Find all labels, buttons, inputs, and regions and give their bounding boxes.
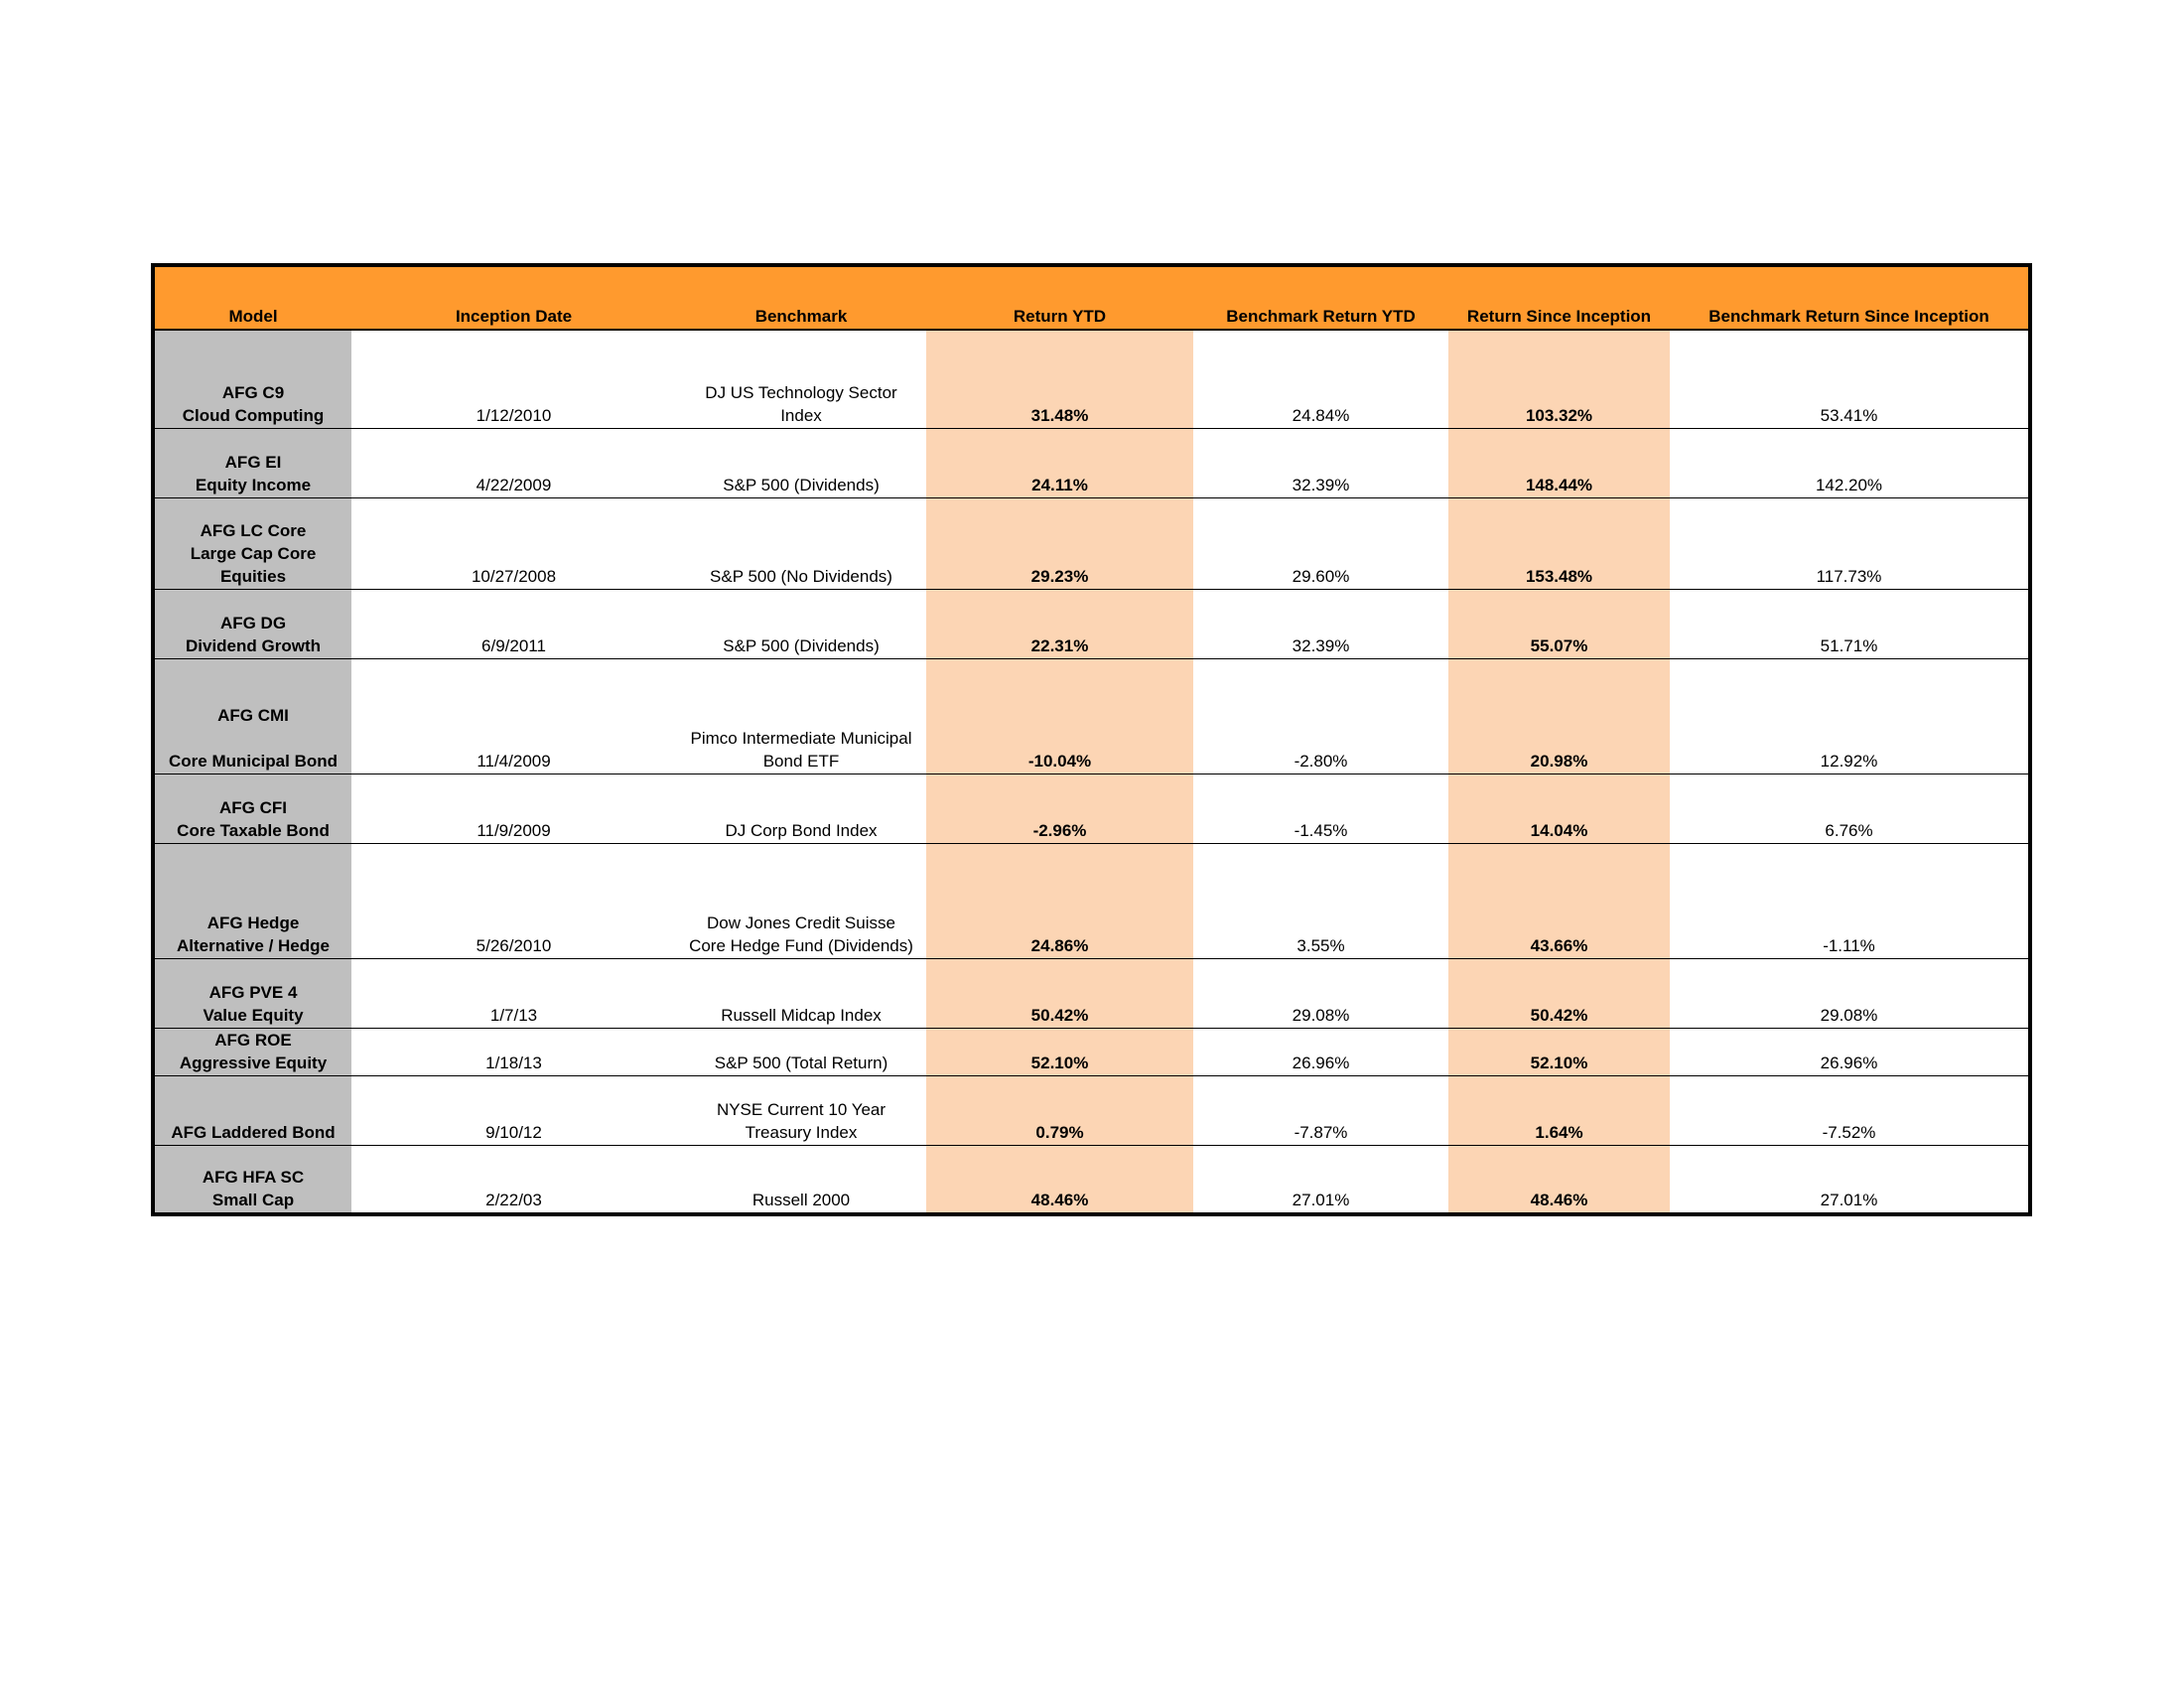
performance-table	[151, 263, 2032, 1216]
return-since-inception-cell: 14.04%	[1448, 774, 1670, 843]
return-ytd-cell: 48.46%	[926, 1145, 1193, 1214]
table-row	[153, 1145, 2030, 1214]
header-benchmark-return-ytd: Benchmark Return YTD	[1193, 265, 1448, 330]
model-cell-line: AFG Laddered Bond	[171, 1122, 336, 1142]
inception-date-cell: 4/22/2009	[351, 428, 676, 497]
model-cell-line: AFG Hedge	[206, 913, 300, 932]
model-cell-line: Dividend Growth	[186, 635, 321, 655]
inception-date-cell: 1/7/13	[351, 958, 676, 1028]
benchmark-return-since-inception-cell: -1.11%	[1670, 843, 2030, 958]
header-return-ytd: Return YTD	[926, 265, 1193, 330]
benchmark-return-since-inception-cell: 117.73%	[1670, 497, 2030, 589]
benchmark-cell	[676, 330, 926, 428]
return-since-inception-cell: 20.98%	[1448, 658, 1670, 774]
model-cell-line: Aggressive Equity	[179, 1053, 328, 1072]
header-benchmark-return-since-inception: Benchmark Return Since Inception	[1670, 265, 2030, 330]
return-since-inception-cell: 43.66%	[1448, 843, 1670, 958]
table-row	[153, 1075, 2030, 1145]
benchmark-cell-line: S&P 500 (No Dividends)	[710, 566, 892, 586]
model-cell-line: AFG EI	[224, 452, 282, 472]
table-row	[153, 330, 2030, 428]
benchmark-return-since-inception-cell: 53.41%	[1670, 330, 2030, 428]
model-cell	[153, 958, 351, 1028]
model-cell-line: Value Equity	[203, 1005, 304, 1025]
benchmark-cell	[676, 1028, 926, 1075]
model-cell	[153, 774, 351, 843]
model-cell-line: AFG HFA SC	[202, 1168, 305, 1187]
benchmark-cell-line: Pimco Intermediate Municipal	[690, 728, 912, 748]
model-cell-line: AFG PVE 4	[208, 982, 298, 1002]
benchmark-return-ytd-cell: 26.96%	[1193, 1028, 1448, 1075]
table-row	[153, 589, 2030, 658]
benchmark-cell-line: Index	[780, 405, 822, 425]
model-cell	[153, 1028, 351, 1075]
model-cell	[153, 330, 351, 428]
return-ytd-cell: 31.48%	[926, 330, 1193, 428]
benchmark-return-ytd-cell: 29.60%	[1193, 497, 1448, 589]
table-body	[153, 330, 2030, 1214]
benchmark-return-ytd-cell: 29.08%	[1193, 958, 1448, 1028]
inception-date-cell: 2/22/03	[351, 1145, 676, 1214]
benchmark-return-ytd-cell: 32.39%	[1193, 589, 1448, 658]
return-since-inception-cell: 1.64%	[1448, 1075, 1670, 1145]
benchmark-cell	[676, 958, 926, 1028]
header-return-since-inception: Return Since Inception	[1448, 265, 1670, 330]
benchmark-return-ytd-cell: 32.39%	[1193, 428, 1448, 497]
model-cell	[153, 843, 351, 958]
model-cell-line: AFG ROE	[214, 1030, 292, 1050]
return-ytd-cell: 29.23%	[926, 497, 1193, 589]
benchmark-cell-line: DJ Corp Bond Index	[725, 820, 878, 840]
return-since-inception-cell: 48.46%	[1448, 1145, 1670, 1214]
return-ytd-cell: 24.11%	[926, 428, 1193, 497]
model-cell-line: AFG DG	[219, 613, 287, 633]
benchmark-return-since-inception-cell: 6.76%	[1670, 774, 2030, 843]
benchmark-cell	[676, 589, 926, 658]
benchmark-cell-line: S&P 500 (Dividends)	[723, 475, 880, 494]
table-row	[153, 1028, 2030, 1075]
benchmark-return-ytd-cell: 3.55%	[1193, 843, 1448, 958]
benchmark-return-since-inception-cell: 51.71%	[1670, 589, 2030, 658]
benchmark-cell-line: Treasury Index	[745, 1122, 858, 1142]
benchmark-return-since-inception-cell: 27.01%	[1670, 1145, 2030, 1214]
benchmark-cell-line: Russell Midcap Index	[721, 1005, 882, 1025]
benchmark-cell	[676, 1145, 926, 1214]
model-cell	[153, 1145, 351, 1214]
return-ytd-cell: -10.04%	[926, 658, 1193, 774]
model-cell	[153, 589, 351, 658]
model-cell	[153, 1075, 351, 1145]
return-since-inception-cell: 103.32%	[1448, 330, 1670, 428]
table-row	[153, 843, 2030, 958]
table-row	[153, 497, 2030, 589]
table-row	[153, 774, 2030, 843]
benchmark-cell-line: DJ US Technology Sector	[705, 382, 897, 402]
benchmark-cell	[676, 774, 926, 843]
benchmark-cell	[676, 843, 926, 958]
benchmark-cell-line: Bond ETF	[762, 751, 840, 771]
benchmark-return-ytd-cell: -2.80%	[1193, 658, 1448, 774]
return-ytd-cell: -2.96%	[926, 774, 1193, 843]
header-benchmark: Benchmark	[676, 265, 926, 330]
return-since-inception-cell: 153.48%	[1448, 497, 1670, 589]
return-since-inception-cell: 55.07%	[1448, 589, 1670, 658]
model-cell-line: Equities	[219, 566, 287, 586]
table-row	[153, 658, 2030, 774]
benchmark-cell	[676, 658, 926, 774]
benchmark-cell-line: Russell 2000	[751, 1191, 851, 1209]
benchmark-return-since-inception-cell: 26.96%	[1670, 1028, 2030, 1075]
table-row	[153, 428, 2030, 497]
return-since-inception-cell: 148.44%	[1448, 428, 1670, 497]
benchmark-cell-line: S&P 500 (Dividends)	[723, 635, 880, 655]
model-cell-line: Core Taxable Bond	[177, 820, 330, 840]
return-since-inception-cell: 50.42%	[1448, 958, 1670, 1028]
inception-date-cell: 6/9/2011	[351, 589, 676, 658]
return-ytd-cell: 24.86%	[926, 843, 1193, 958]
table-row	[153, 958, 2030, 1028]
model-cell-line: Large Cap Core	[190, 543, 317, 563]
benchmark-return-since-inception-cell: -7.52%	[1670, 1075, 2030, 1145]
return-ytd-cell: 22.31%	[926, 589, 1193, 658]
model-cell-line: Core Municipal Bond	[169, 751, 338, 771]
return-ytd-cell: 50.42%	[926, 958, 1193, 1028]
header-model: Model	[153, 265, 351, 330]
benchmark-return-ytd-cell: -7.87%	[1193, 1075, 1448, 1145]
model-cell-line: AFG C9	[221, 382, 285, 402]
model-cell-line: AFG CMI	[217, 705, 289, 725]
inception-date-cell: 11/9/2009	[351, 774, 676, 843]
benchmark-cell-line: S&P 500 (Total Return)	[714, 1053, 888, 1072]
benchmark-return-ytd-cell: -1.45%	[1193, 774, 1448, 843]
model-cell-line: Cloud Computing	[182, 405, 325, 425]
benchmark-cell	[676, 1075, 926, 1145]
model-cell	[153, 428, 351, 497]
inception-date-cell: 1/18/13	[351, 1028, 676, 1075]
return-since-inception-cell: 52.10%	[1448, 1028, 1670, 1075]
inception-date-cell: 9/10/12	[351, 1075, 676, 1145]
benchmark-cell	[676, 428, 926, 497]
benchmark-return-since-inception-cell: 29.08%	[1670, 958, 2030, 1028]
benchmark-cell-line: Dow Jones Credit Suisse	[707, 913, 895, 932]
model-cell-line: Equity Income	[195, 475, 312, 494]
benchmark-cell-line: Core Hedge Fund (Dividends)	[689, 935, 913, 955]
model-cell-line: AFG CFI	[219, 797, 287, 817]
inception-date-cell: 5/26/2010	[351, 843, 676, 958]
model-cell-line: AFG LC Core	[200, 520, 307, 540]
model-cell-line	[157, 727, 349, 750]
benchmark-return-ytd-cell: 24.84%	[1193, 330, 1448, 428]
benchmark-return-since-inception-cell: 142.20%	[1670, 428, 2030, 497]
model-cell	[153, 658, 351, 774]
benchmark-return-ytd-cell: 27.01%	[1193, 1145, 1448, 1214]
model-cell-line: Alternative / Hedge	[177, 935, 330, 955]
return-ytd-cell: 0.79%	[926, 1075, 1193, 1145]
benchmark-return-since-inception-cell: 12.92%	[1670, 658, 2030, 774]
benchmark-cell-line: NYSE Current 10 Year	[716, 1099, 887, 1119]
header-inception-date: Inception Date	[351, 265, 676, 330]
inception-date-cell: 1/12/2010	[351, 330, 676, 428]
model-cell-line: Small Cap	[211, 1191, 295, 1209]
inception-date-cell: 11/4/2009	[351, 658, 676, 774]
header-row	[153, 265, 2030, 330]
inception-date-cell: 10/27/2008	[351, 497, 676, 589]
benchmark-cell	[676, 497, 926, 589]
return-ytd-cell: 52.10%	[926, 1028, 1193, 1075]
model-cell	[153, 497, 351, 589]
